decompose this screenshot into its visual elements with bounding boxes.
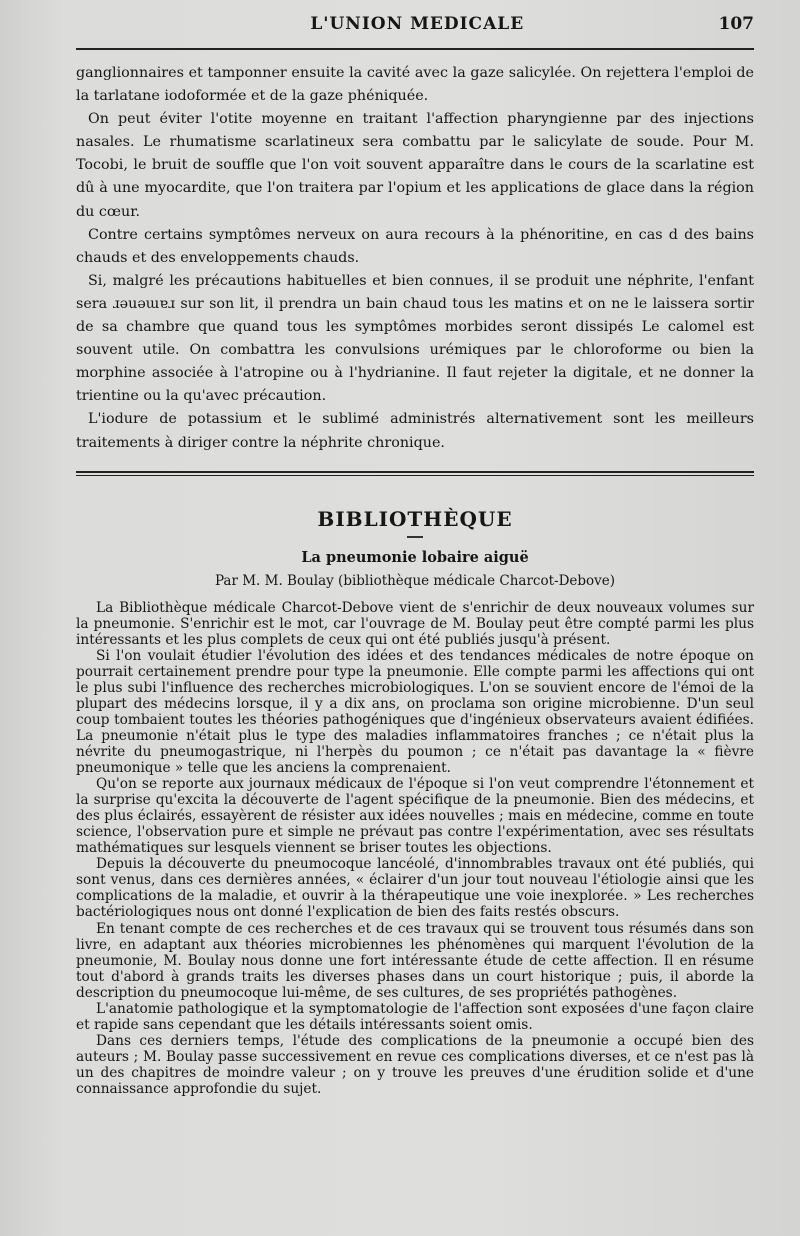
page-header bbox=[76, 14, 754, 48]
top-article-text bbox=[76, 62, 754, 455]
paragraph: L'anatomie pathologique et la symptomatologie de l'affection sont exposées d'une façon claire et rapide sans cependant que les détails intéressants soient omis. bbox=[76, 1000, 754, 1033]
paragraph: Dans ces derniers temps, l'étude des complications de la pneumonie a occupé bien des auteurs ; M. Boulay passe successivement en revue ces complications diverses, et ce n'est pas là un des chapitres de moindre valeur ; on y trouve les preuves d'une érudition solide et d'une connaissance approfondie du sujet. bbox=[76, 1032, 754, 1097]
paragraph: En tenant compte de ces recherches et de ces travaux qui se trouvent tous résumés dans son livre, en adaptant aux théories microbiennes les phénomènes qui marquent l'évolution de la pneumonie, M. Boulay nous donne une fort intéressante étude de cette affection. Il en résume tout d'abord à grands traits les diverses phases dans un court historique ; puis, il aborde la description du pneumocoque lui-même, de ses cultures, de ses propriétés pathogènes. bbox=[76, 920, 754, 1001]
paragraph: On peut éviter l'otite moyenne en traitant l'affection pharyngienne par des injections nasales. Le rhumatisme scarlatineux sera combattu par le salicylate de soude. Pour M. Tocobi, le bruit de souffle que l'on voit souvent apparaître dans le cours de la scarlatine est dû à une myocardite, que l'on traitera par l'opium et les applications de glace dans la région du cœur. bbox=[76, 111, 754, 220]
paragraph: Qu'on se reporte aux journaux médicaux de l'époque si l'on veut comprendre l'étonnement et la surprise qu'excita la découverte de l'agent spécifique de la pneumonie. Bien des médecins, et des plus éclairés, essayèrent de résister aux idées nouvelles ; mais en médecine, comme en toute science, l'observation pure et simple ne prévaut pas contre l'expérimentation, avec ses résultats mathématiques sur lesquels viennent se briser toutes les objections. bbox=[76, 776, 754, 857]
title-dash bbox=[407, 536, 423, 538]
header-rule bbox=[76, 48, 754, 50]
paragraph: Depuis la découverte du pneumocoque lancéolé, d'innombrables travaux ont été publiés, qui sont venus, dans ces dernières années, « éclairer d'un jour tout nouveau l'étiologie ainsi que les complications de la maladie, et ouvrir à la thérapeutique une voie inexplorée. » Les recherches bactériologiques nous ont donné l'explication de bien des faits restés obscurs. bbox=[76, 856, 754, 921]
section-title: BIBLIOTHÈQUE bbox=[317, 506, 513, 531]
book-title: La pneumonie lobaire aiguë bbox=[301, 548, 529, 566]
paragraph: L'iodure de potassium et le sublimé administrés alternativement sont les meilleurs traitements à diriger contre la néphrite chronique. bbox=[76, 411, 754, 451]
byline: Par M. M. Boulay (bibliothèque médicale Charcot-Debove) bbox=[214, 572, 616, 589]
page-number: 107 bbox=[718, 14, 754, 34]
paragraph: ganglionnaires et tamponner ensuite la cavité avec la gaze salicylée. On rejettera l'emploi de la tarlatane iodoformée et de la gaze phéniquée. bbox=[76, 65, 754, 105]
paragraph: Contre certains symptômes nerveux on aura recours à la phénoritine, en cas d des bains chauds et des enveloppements chauds. bbox=[76, 226, 754, 266]
running-title: L'UNION MEDICALE bbox=[310, 14, 525, 34]
review-text bbox=[76, 600, 754, 1097]
paragraph: Si l'on voulait étudier l'évolution des idées et des tendances médicales de notre époque on pourrait certainement prendre pour type la pneumonie. Elle compte parmi les affections qui ont le plus subi l'influence des recherches microbiologiques. L'on se souvient encore de l'émoi de la plupart des médecins lorsque, il y a dix ans, on proclama son origine microbienne. D'un seul coup tombaient toutes les théories pathogéniques que d'ingénieux observateurs avaient édifiées. La pneumonie n'était plus le type des maladies inflammatoires franches ; ce n'était plus la névrite du pneumogastrique, ni l'herpès du poumon ; ce n'était pas davantage la « fièvre pneumonique » telle que les anciens la comprenaient. bbox=[76, 647, 754, 777]
paragraph: La Bibliothèque médicale Charcot-Debove vient de s'enrichir de deux nouveaux volumes sur la pneumonie. S'enrichir est le mot, car l'ouvrage de M. Boulay peut être compté parmi les plus intéressants et les plus complets de ceux qui ont été publiés jusqu'à présent. bbox=[76, 599, 754, 648]
section-divider bbox=[76, 471, 754, 476]
paragraph: Si, malgré les précautions habituelles et bien connues, il se produit une néphrite, l'enfant sera ɹǝuǝɯɐɹ sur son lit, il prendra un bain chaud tous les matins et on ne le laissera sortir de sa chambre que quand tous les symptômes morbides seront dissipés Le calomel est souvent utile. On combattra les convulsions urémiques par le chloroforme ou bien la morphine associée à l'atropine ou à l'hydrianine. Il faut rejeter la digitale, et ne donner la trientine ou la qu'avec précaution. bbox=[76, 272, 754, 405]
